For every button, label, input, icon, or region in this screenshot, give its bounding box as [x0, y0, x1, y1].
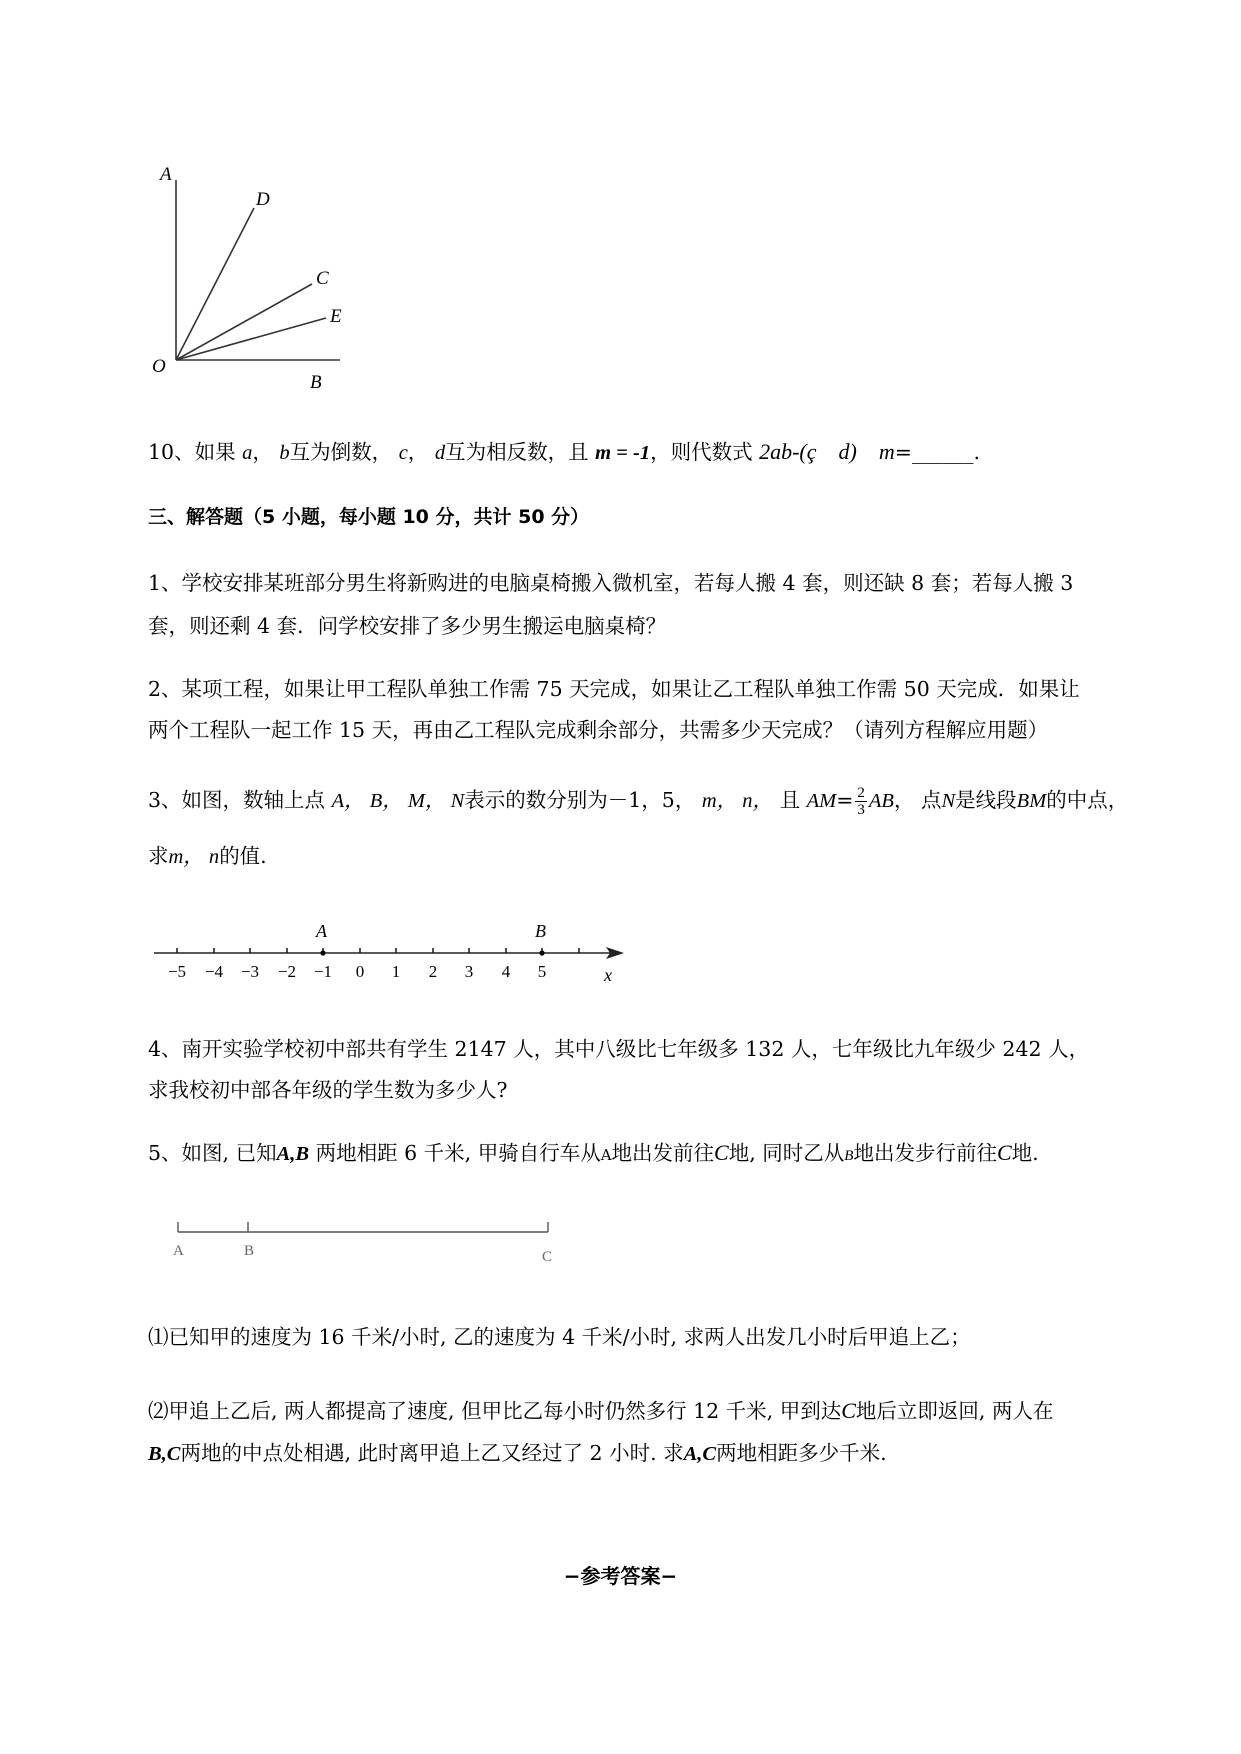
problem-3-line2: 求m， n的值.	[148, 844, 267, 868]
label-a: A	[160, 164, 172, 185]
tick-label: −5	[167, 962, 187, 981]
tick-label: −2	[277, 962, 297, 981]
problem-5: 5、如图, 已知A,B 两地相距 6 千米, 甲骑自行车从A地出发前往C地, 同时乙从B地出发步行前往C地.	[148, 1140, 1039, 1165]
point-b-dot	[539, 950, 544, 955]
problem-4-line1: 4、南开实验学校初中部共有学生 2147 人，其中八级比七年级多 132 人，七年级比九年级少 242 人，	[148, 1037, 1090, 1061]
point-b-label: B	[535, 921, 546, 941]
tick-label: −1	[313, 962, 333, 981]
problem-1-line2: 套，则还剩 4 套．问学校安排了多少男生搬运电脑桌椅？	[148, 614, 667, 638]
number-line-figure	[150, 915, 630, 985]
label-e: E	[330, 306, 342, 327]
problem-4-line2: 求我校初中部各年级的学生数为多少人?	[148, 1078, 508, 1102]
fraction-two-thirds: $\frac{2}{3}$	[857, 785, 865, 818]
answer-blank[interactable]: ______	[911, 440, 974, 464]
problem-2-line1: 2、某项工程，如果让甲工程队单独工作需 75 天完成，如果让乙工程队单独工作需 50 天完成．如果让	[148, 677, 1080, 701]
axis-x-label: x	[604, 965, 612, 985]
segment-label-c: C	[542, 1249, 553, 1265]
ray-oe	[176, 318, 326, 360]
angle-figure	[140, 160, 370, 395]
problem-3-line1: 3、如图，数轴上点 A， B， M， N表示的数分别为－1，5， m， n， 且 AM= $\frac{2}{3}$ AB， 点N是线段BM的中点，	[148, 785, 1129, 818]
ray-od	[176, 208, 254, 360]
answers-heading: −参考答案−	[563, 1564, 678, 1588]
segment-figure	[168, 1218, 558, 1268]
tick-label: 1	[391, 962, 401, 981]
problem-5-part-1: ⑴已知甲的速度为 16 千米/小时, 乙的速度为 4 千米/小时, 求两人出发几小时后甲追上乙；	[148, 1325, 971, 1349]
ray-oc	[176, 284, 312, 360]
problem-5-part-2-line1: ⑵甲追上乙后, 两人都提高了速度, 但甲比乙每小时仍然多行 12 千米, 甲到达C地后立即返回, 两人在	[148, 1398, 1054, 1423]
tick-label: 0	[355, 962, 365, 981]
problem-5-part-2-line2: B,C两地的中点处相遇, 此时离甲追上乙又经过了 2 小时. 求A,C两地相距多少千米.	[148, 1441, 887, 1465]
point-a-label: A	[316, 921, 327, 941]
label-d: D	[256, 189, 270, 210]
section-heading: 三、解答题（5 小题，每小题 10 分，共计 50 分）	[148, 506, 590, 528]
label-b: B	[310, 372, 322, 393]
problem-1-line1: 1、学校安排某班部分男生将新购进的电脑桌椅搬入微机室，若每人搬 4 套，则还缺 8 套；若每人搬 3	[148, 571, 1074, 595]
tick-label: −3	[240, 962, 260, 981]
tick-label: 4	[501, 962, 511, 981]
question-10: 10、如果 a， b互为倒数， c， d互为相反数，且 m = -1，则代数式 2ab-(ç d) m=______.	[148, 437, 980, 468]
tick-label: −4	[204, 962, 224, 981]
segment-label-b: B	[244, 1243, 255, 1259]
segment-label-a: A	[173, 1243, 184, 1259]
point-a-dot	[320, 950, 325, 955]
tick-label: 2	[428, 962, 438, 981]
label-c: C	[316, 268, 329, 289]
problem-2-line2: 两个工程队一起工作 15 天，再由乙工程队完成剩余部分，共需多少天完成？（请列方程解应用题）	[148, 718, 1049, 742]
tick-label: 3	[464, 962, 474, 981]
label-o: O	[152, 356, 166, 377]
tick-label: 5	[537, 962, 547, 981]
